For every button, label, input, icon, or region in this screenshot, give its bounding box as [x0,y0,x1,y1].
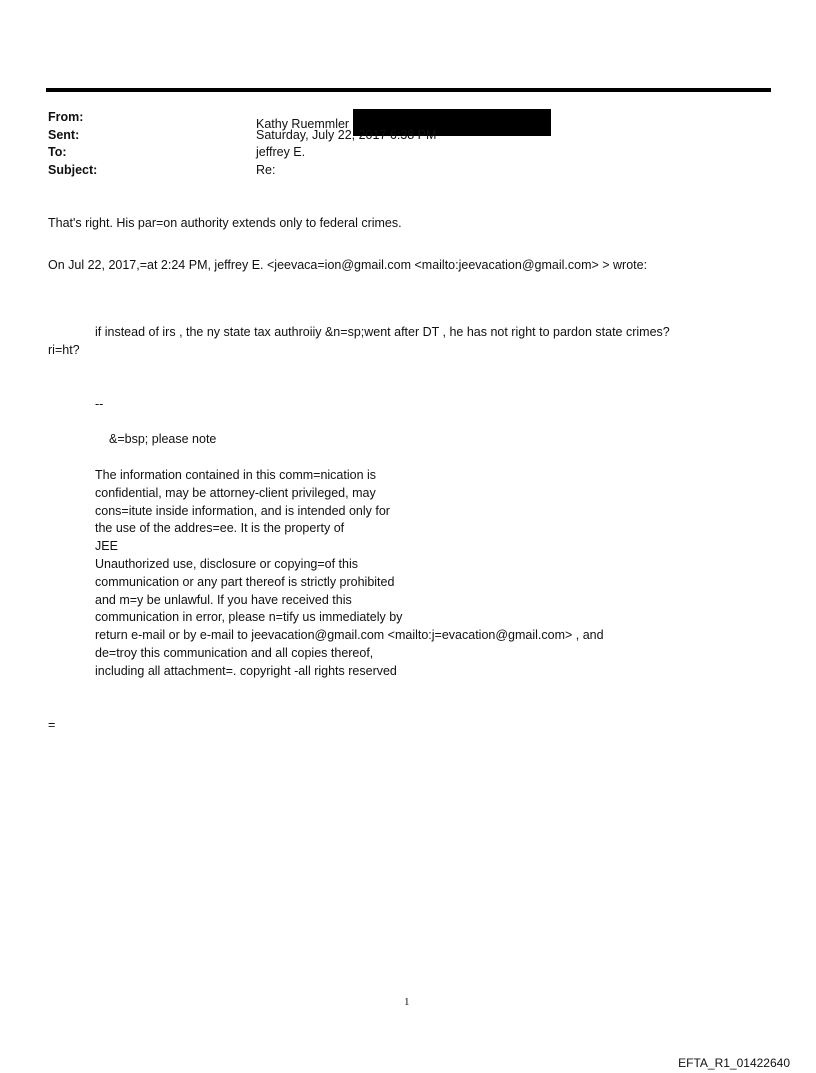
please-note: &=bsp; please note [109,432,217,446]
from-row [48,109,748,131]
sent-value: Saturday, July 22, 2017 6:38 PM [256,127,437,142]
disclaimer-line: the use of the addres=ee. It is the property of [95,521,345,536]
disclaimer-line: communication or any part thereof is strictly prohibited [95,574,395,589]
disclaimer-line: communication in error, please n=tify us immediately by [95,610,403,625]
disclaimer-line: Unauthorized use, disclosure or copying=of this [95,556,358,571]
to-row [48,144,748,162]
sender-name: Kathy Ruemmler [256,117,350,131]
confidentiality-disclaimer [95,467,604,681]
sent-row [48,127,748,145]
disclaimer-line: de=troy this communication and all copies thereof, [95,645,374,660]
disclaimer-line: JEE [95,539,118,554]
to-label: To: [48,145,67,159]
email-header [48,109,748,179]
sent-label: Sent: [48,127,80,142]
quote-intro: On Jul 22, 2017,=at 2:24 PM, jeffrey E. <jeevaca=ion@gmail.com <mailto:jeevacation@gmail.com> > wrote: [48,258,648,272]
subject-row [48,162,748,180]
signature-separator: -- [95,397,104,411]
document-id: EFTA_R1_01422640 [678,1056,790,1070]
disclaimer-line: return e-mail or by e-mail to jeevacation@gmail.com <mailto:j=evacation@gmail.com> , and [95,628,604,643]
subject-value: Re: [256,162,276,177]
from-label: From: [48,110,84,124]
header-divider [46,88,771,92]
disclaimer-line: The information contained in this comm=nication is [95,468,377,482]
subject-label: Subject: [48,162,98,177]
quoted-question-continued: ri=ht? [48,343,80,357]
to-value: jeffrey E. [256,145,306,159]
reply-text: That's right. His par=on authority extends only to federal crimes. [48,216,402,230]
disclaimer-line: and m=y be unlawful. If you have received this [95,592,352,607]
disclaimer-line: including all attachment=. copyright -all rights reserved [95,663,397,678]
page-number: 1 [404,996,410,1008]
disclaimer-line: cons=itute inside information, and is intended only for [95,503,390,518]
disclaimer-line: confidential, may be attorney-client privileged, may [95,485,376,500]
trailing-equals: = [48,718,56,732]
quoted-question: if instead of irs , the ny state tax authroiiy &n=sp;went after DT , he has not right to pardon state crimes? [95,325,670,339]
